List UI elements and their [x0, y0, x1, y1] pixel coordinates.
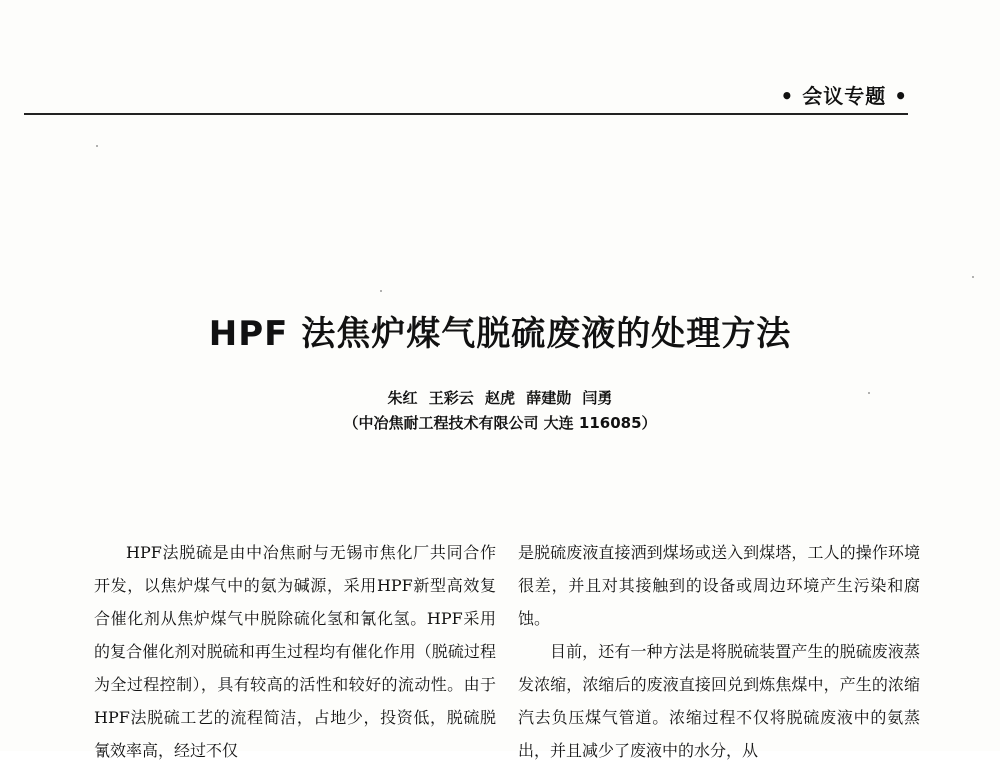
scan-speck: [380, 290, 382, 292]
right-column: [518, 536, 920, 767]
body-paragraph: HPF法脱硫是由中冶焦耐与无锡市焦化厂共同合作开发，以焦炉煤气中的氨为碱源，采用HPF新型高效复合催化剂从焦炉煤气中脱除硫化氢和氰化氢。HPF采用的复合催化剂对脱硫和再生过程均有催化作用（脱硫过程为全过程控制），具有较高的活性和较好的流动性。由于HPF法脱硫工艺的流程简洁，占地少，投资低，脱硫脱氰效率高，经过不仅: [94, 543, 496, 760]
left-column: [94, 536, 496, 767]
scan-speck: [868, 392, 870, 394]
article-authors: 朱红 王彩云 赵虎 薛建勋 闫勇: [387, 389, 613, 407]
article-affiliation: （中冶焦耐工程技术有限公司 大连 116085）: [343, 414, 657, 432]
scan-speck: [972, 276, 974, 278]
body-paragraph: 目前，还有一种方法是将脱硫装置产生的脱硫废液蒸发浓缩，浓缩后的废液直接回兑到炼焦煤中，产生的浓缩汽去负压煤气管道。浓缩过程不仅将脱硫废液中的氨蒸出，并且减少了废液中的水分，从: [518, 642, 920, 760]
body-paragraph: 是脱硫废液直接洒到煤场或送入到煤塔，工人的操作环境很差，并且对其接触到的设备或周边环境产生污染和腐蚀。: [518, 543, 920, 628]
scan-speck: [96, 145, 98, 147]
article-title: HPF 法焦炉煤气脱硫废液的处理方法: [208, 314, 792, 354]
section-header: • 会议专题 •: [780, 84, 908, 108]
header-rule: [24, 113, 908, 115]
